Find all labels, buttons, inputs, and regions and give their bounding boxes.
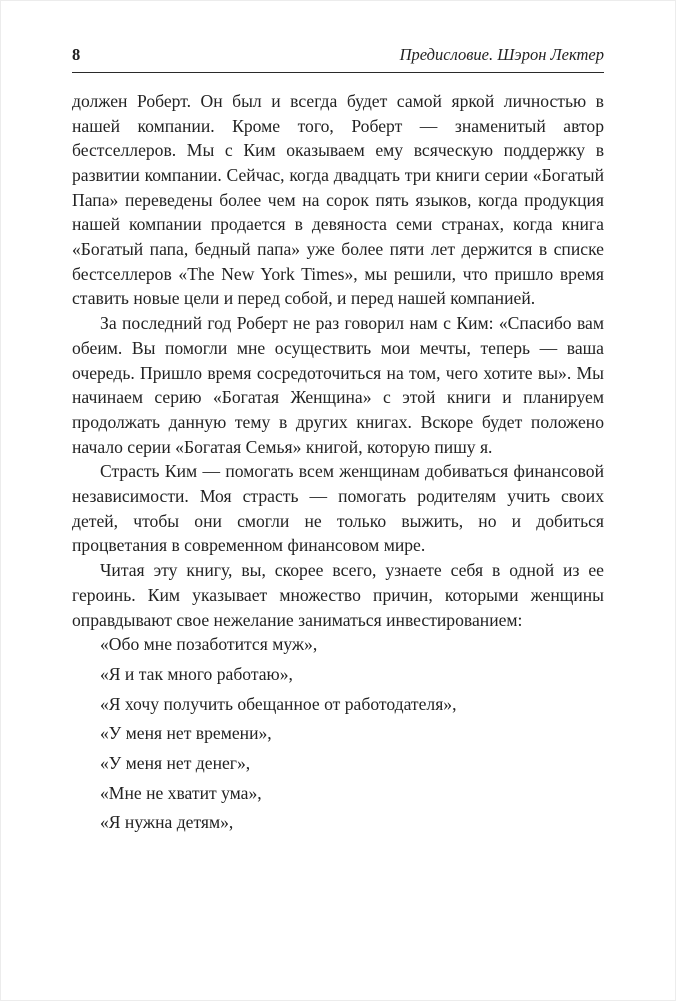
paragraph: Страсть Ким — помогать всем женщинам добиваться финансовой независимости. Моя страсть — помогать родителям учить своих детей, чтобы они смогли не только выжить, но и добиться процветания в современном финансовом мире.	[72, 461, 604, 556]
quote-line: «Обо мне позаботится муж»,	[100, 634, 318, 655]
page-body	[72, 89, 604, 835]
running-title: Предисловие. Шэрон Лектер	[399, 45, 604, 64]
page-number: 8	[72, 45, 81, 64]
quote-line: «Я и так много работаю»,	[100, 663, 293, 684]
paragraph: должен Роберт. Он был и всегда будет самой яркой личностью в нашей компании. Кроме того, Роберт — знаменитый автор бестселлеров. Мы с Ким оказываем ему всяческую поддержку в развитии компании. Сейчас, когда двадцать три книги серии «Богатый Папа» переведены более чем на сорок пять языков, когда продукция нашей компании продается в девяноста семи странах, когда книга «Богатый папа, бедный папа» уже более пяти лет держится в списке бестселлеров «The New York Times», мы решили, что пришло время ставить новые цели и перед собой, и перед нашей компанией.	[72, 90, 604, 309]
quote-line: «Я хочу получить обещанное от работодателя»,	[100, 693, 457, 714]
quote-line: «Я нужна детям»,	[100, 812, 234, 833]
header-rule	[72, 72, 604, 73]
quote-line: «У меня нет времени»,	[100, 723, 272, 744]
paragraph: Читая эту книгу, вы, скорее всего, узнаете себя в одной из ее героинь. Ким указывает множество причин, которыми женщины оправдывают свое нежелание заниматься инвестированием:	[72, 560, 604, 630]
paragraph: За последний год Роберт не раз говорил нам с Ким: «Спасибо вам обеим. Вы помогли мне осуществить мои мечты, теперь — ваша очередь. Пришло время сосредоточиться на том, чего хотите вы». Мы начинаем серию «Богатая Женщина» с этой книги и планируем продолжать данную тему в других книгах. Вскоре будет положено начало серии «Богатая Семья» книгой, которую пишу я.	[72, 313, 604, 457]
quote-line: «Мне не хватит ума»,	[100, 782, 262, 803]
page-header	[72, 45, 604, 65]
quote-line: «У меня нет денег»,	[100, 753, 251, 774]
